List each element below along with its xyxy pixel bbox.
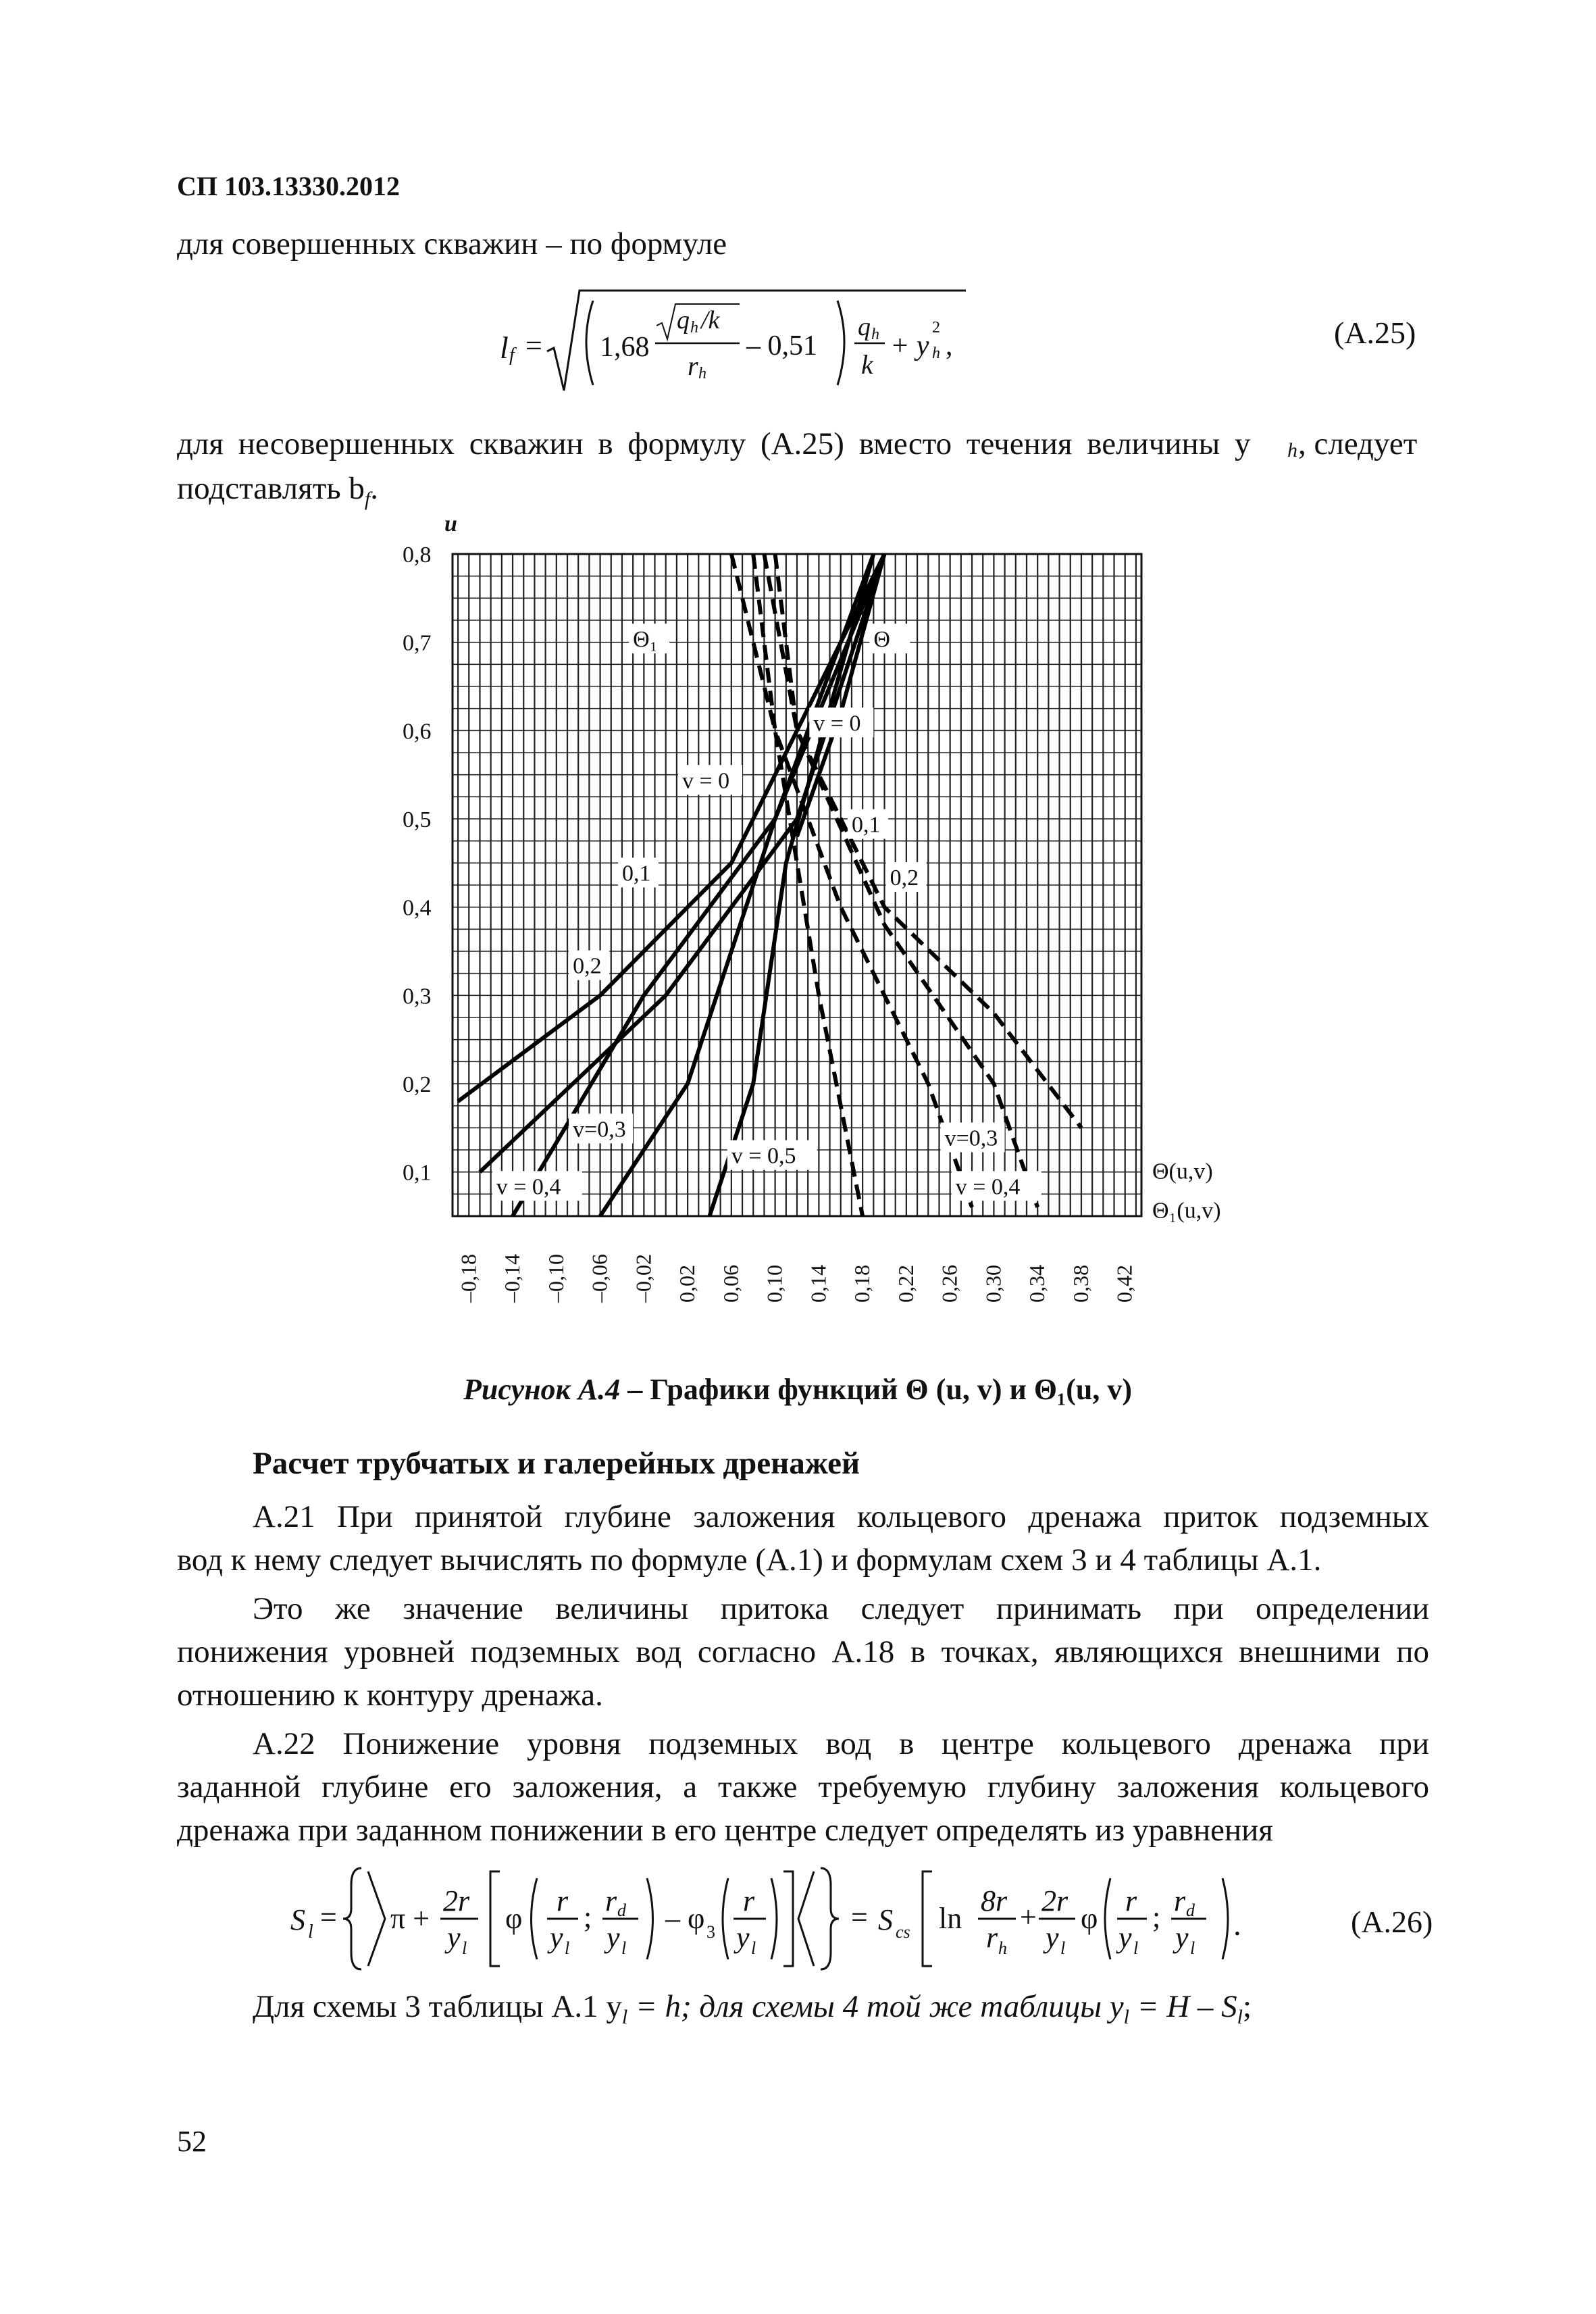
formula-a25-frac2-num-sub: h — [871, 326, 879, 343]
formula-a25-sqrt-inner-sub: h — [690, 319, 698, 336]
formula-a25-lhs: l — [500, 330, 509, 365]
y-tick-label: 0,7 — [403, 630, 432, 656]
formula-a25-equals: = — [525, 329, 542, 362]
curve-annotation: Θ₁ — [633, 627, 658, 653]
final-line-sub2: l — [1123, 2006, 1129, 2028]
x-tick-label: 0,22 — [893, 1265, 918, 1303]
para-same-line3: отношению к контуру дренажа. — [177, 1678, 603, 1713]
figure-caption — [463, 1375, 1132, 1405]
curve-annotation: v=0,3 — [573, 1117, 626, 1142]
formula-a26-lhs-glyph: S — [290, 1903, 305, 1936]
section-title: Расчет трубчатых и галерейных дренажей — [253, 1446, 860, 1481]
svg-text:y: y — [736, 1921, 750, 1954]
theta-curve — [458, 554, 884, 1101]
svg-text:π +: π + — [390, 1902, 430, 1935]
svg-text:φ: φ — [505, 1902, 523, 1935]
legend-entry: Θ₁(u,v) — [1152, 1198, 1221, 1224]
svg-text:l: l — [1060, 1938, 1066, 1958]
formula-a25-number: (А.25) — [1334, 316, 1416, 350]
para-same-line2: понижения уровней подземных вод согласно А.18 в точках, являющихся внешними по — [177, 1634, 1429, 1669]
svg-text:r: r — [605, 1884, 617, 1917]
formula-a25-trailing: , — [946, 330, 953, 361]
svg-text:;: ; — [1152, 1901, 1161, 1934]
svg-text:l: l — [751, 1938, 756, 1958]
para-incomplete-line2 — [177, 471, 379, 510]
formula-a25-frac2-num: q — [858, 313, 871, 341]
x-tick-label: –0,14 — [500, 1254, 525, 1303]
legend-entry: Θ(u,v) — [1152, 1159, 1213, 1184]
y-tick-label: 0,5 — [403, 807, 432, 832]
svg-text:cs: cs — [896, 1922, 910, 1942]
formula-a25 — [500, 277, 973, 399]
y-tick-label: 0,1 — [403, 1160, 432, 1186]
svg-text:S: S — [878, 1903, 893, 1936]
para-incomplete-line2-sub: f — [364, 488, 371, 510]
final-line — [253, 1989, 1252, 2028]
final-line-tail: ; — [1243, 1989, 1252, 2024]
para-a22-line3: дренажа при заданном понижении в его центре следует определять из уравнения — [177, 1813, 1273, 1848]
para-incomplete-line1-text: для несовершенных скважин в формулу (А.25) вместо течения величины y — [177, 426, 1251, 461]
figure-caption-text: – Графики функций Θ (u, v) и Θ₁(u, v) — [620, 1373, 1133, 1406]
para-same-line1: Это же значение величины притока следует принимать при определении — [253, 1591, 1429, 1626]
formula-a25-denominator: r — [688, 351, 698, 381]
svg-text:l: l — [1133, 1938, 1139, 1958]
formula-a25-minus-term: – 0,51 — [746, 330, 817, 361]
para-incomplete-line1 — [177, 428, 1420, 460]
svg-text:r: r — [1125, 1884, 1137, 1917]
curve-annotation: v = 0,4 — [955, 1174, 1021, 1200]
para-a21-line2: вод к нему следует вычислять по формуле (А.1) и формулам схем 3 и 4 таблицы А.1. — [177, 1542, 1322, 1578]
svg-text:l: l — [621, 1938, 627, 1958]
svg-text:y: y — [447, 1921, 461, 1954]
svg-text:φ: φ — [1081, 1902, 1098, 1935]
curve-annotation: v = 0 — [682, 768, 730, 794]
figure-caption-label: Рисунок А.4 — [463, 1373, 621, 1406]
svg-text:r: r — [557, 1884, 569, 1917]
svg-text:3: 3 — [706, 1922, 715, 1942]
final-line-end: = H – S — [1129, 1989, 1237, 2024]
final-line-sub3: l — [1237, 2006, 1243, 2028]
svg-text:ln: ln — [939, 1902, 962, 1935]
svg-text:y: y — [1175, 1921, 1189, 1954]
curve-annotation: 0,1 — [621, 861, 651, 886]
svg-text:y: y — [550, 1921, 563, 1954]
curve-annotation: 0,2 — [890, 865, 919, 890]
formula-a26-number: (А.26) — [1351, 1905, 1433, 1939]
intro-line: для совершенных скважин – по формуле — [177, 226, 727, 261]
para-a22-line2: заданной глубине его заложения, а также требуемую глубину заложения кольцевого — [177, 1769, 1429, 1805]
svg-text:r: r — [1174, 1884, 1186, 1917]
x-tick-label: 0,38 — [1068, 1265, 1093, 1303]
x-tick-label: 0,34 — [1025, 1265, 1050, 1303]
x-tick-label: 0,26 — [937, 1265, 962, 1303]
curve-annotation: v = 0,4 — [496, 1174, 561, 1200]
svg-text:=: = — [320, 1901, 337, 1934]
x-tick-label: 0,18 — [850, 1265, 875, 1303]
y-tick-label: 0,3 — [403, 984, 432, 1009]
chart-svg — [378, 513, 1256, 1378]
svg-text:=: = — [851, 1901, 868, 1934]
formula-a26-period: . — [1233, 1907, 1241, 1942]
formula-a25-plus-term-sub: h — [932, 345, 940, 362]
curve-annotation: v = 0 — [813, 711, 861, 736]
para-incomplete-line2-text: подставлять b — [177, 471, 365, 506]
figure-chart — [378, 513, 1256, 1378]
x-tick-label: –0,02 — [631, 1254, 656, 1303]
svg-text:+: + — [1020, 1901, 1037, 1934]
svg-text:y: y — [1046, 1921, 1059, 1954]
svg-text:– φ: – φ — [665, 1902, 705, 1935]
formula-a26 — [290, 1851, 1236, 1986]
x-tick-label: 0,10 — [762, 1265, 787, 1303]
para-a22-line1: А.22 Понижение уровня подземных вод в центре кольцевого дренажа при — [253, 1726, 1429, 1761]
para-a21-line1: А.21 При принятой глубине заложения кольцевого дренажа приток подземных — [253, 1499, 1429, 1534]
svg-text:2r: 2r — [1041, 1884, 1069, 1917]
formula-a25-sqrt-div: /k — [701, 306, 720, 334]
svg-text:d: d — [1186, 1901, 1195, 1920]
para-incomplete-line1-sub: h — [1287, 439, 1297, 461]
y-tick-label: 0,4 — [403, 895, 432, 921]
curve-annotation: Θ — [873, 627, 890, 653]
formula-a25-sqrt-inner: q — [677, 306, 690, 334]
svg-text:r: r — [743, 1884, 755, 1917]
svg-text:r: r — [986, 1921, 998, 1954]
formula-a25-plus-term: + y — [890, 330, 929, 361]
svg-text:8r: 8r — [981, 1884, 1008, 1917]
formula-a25-coef: 1,68 — [600, 332, 650, 363]
formula-a25-denominator-sub: h — [698, 365, 706, 382]
final-line-mid: = h; для схемы 4 той же таблицы y — [627, 1989, 1124, 2024]
x-tick-label: 0,02 — [675, 1265, 700, 1303]
y-axis-label: u — [444, 513, 457, 536]
formula-a26-svg — [290, 1851, 1236, 1986]
svg-text:y: y — [1118, 1921, 1132, 1954]
final-line-sub1: l — [621, 2006, 628, 2028]
y-tick-label: 0,8 — [403, 543, 432, 568]
x-tick-label: 0,30 — [981, 1265, 1006, 1303]
para-incomplete-line1-end: , следует — [1298, 426, 1418, 461]
svg-text:y: y — [607, 1921, 620, 1954]
svg-text:d: d — [617, 1901, 626, 1920]
x-tick-label: –0,18 — [456, 1254, 481, 1303]
formula-a25-frac2-den: k — [861, 349, 873, 380]
y-tick-label: 0,2 — [403, 1072, 432, 1097]
x-tick-label: –0,06 — [587, 1254, 612, 1303]
svg-text:;: ; — [584, 1901, 592, 1934]
svg-text:l: l — [308, 1921, 313, 1942]
curve-annotation: v=0,3 — [944, 1126, 998, 1151]
x-tick-label: 0,06 — [718, 1265, 743, 1303]
final-line-text: Для схемы 3 таблицы А.1 y — [253, 1989, 622, 2024]
document-code: СП 103.13330.2012 — [177, 171, 400, 201]
svg-text:l: l — [1190, 1938, 1195, 1958]
svg-text:l: l — [565, 1938, 570, 1958]
formula-a25-lhs-sub: f — [509, 345, 515, 366]
curve-annotation: 0,1 — [851, 812, 881, 838]
svg-text:2r: 2r — [443, 1884, 470, 1917]
curve-annotation: v = 0,5 — [731, 1143, 796, 1169]
page-number: 52 — [177, 2125, 207, 2158]
svg-text:l: l — [462, 1938, 467, 1958]
x-tick-label: –0,10 — [543, 1254, 568, 1303]
svg-text:h: h — [998, 1938, 1007, 1958]
curve-annotation: 0,2 — [573, 953, 602, 979]
x-tick-label: 0,42 — [1112, 1265, 1137, 1303]
x-tick-label: 0,14 — [806, 1265, 831, 1303]
formula-a25-plus-term-sup: 2 — [932, 319, 940, 336]
y-tick-label: 0,6 — [403, 719, 432, 745]
para-incomplete-line2-end: . — [370, 471, 379, 506]
